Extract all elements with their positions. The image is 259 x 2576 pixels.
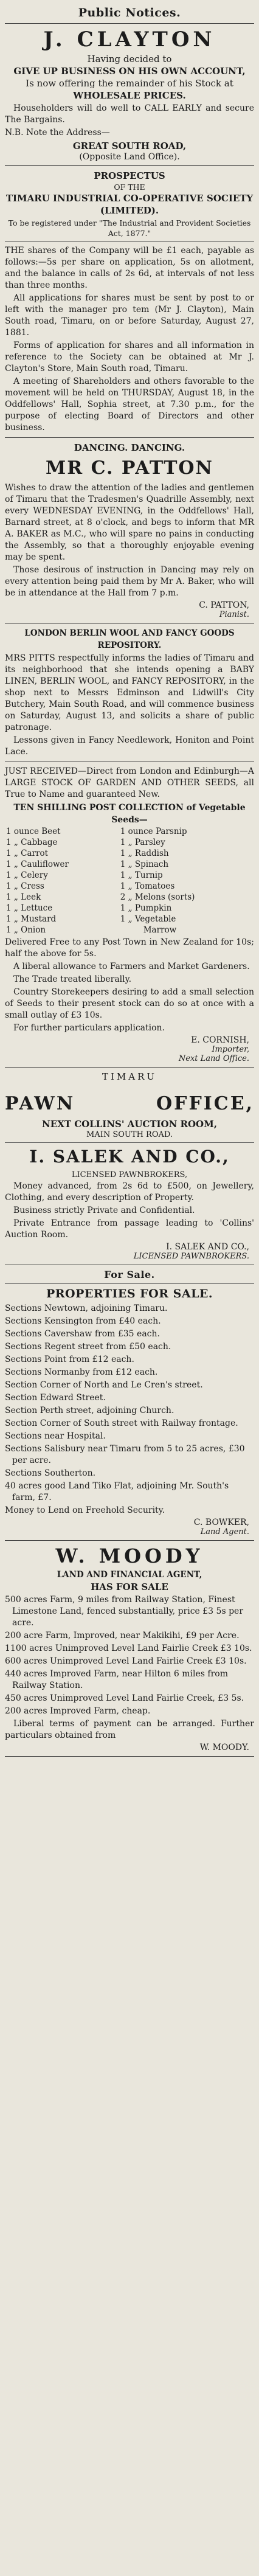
newspaper-column xyxy=(5,0,254,1757)
property-item: Money to Lend on Freehold Security. xyxy=(5,1505,165,1515)
seed-left: 1 „ Onion xyxy=(6,925,46,935)
moody-item: 440 acres Improved Farm, near Hilton 6 miles from Railway Station. xyxy=(5,1669,229,1690)
pawn-p3: Private Entrance from passage leading to 'Collins' Auction Room. xyxy=(5,1218,254,1240)
moody-list xyxy=(5,1594,254,1717)
for-sale-heading: For Sale. xyxy=(104,1269,155,1280)
clayton-address: GREAT SOUTH ROAD, xyxy=(72,141,187,151)
properties-list xyxy=(5,1303,254,1516)
property-item: Sections Normanby from £12 each. xyxy=(5,1367,158,1377)
dancing-p2: Those desirous of instruction in Dancing may rely on every attention being paid them by Mr A. Baker, who will be in attendance at the Hall from 7 p.m. xyxy=(5,565,254,598)
moody-item: 600 acres Unimproved Level Land Fairlie Creek £3 10s. xyxy=(5,1656,247,1666)
property-item: 40 acres good Land Tiko Flat, adjoining Mr. South's farm, £7. xyxy=(5,1481,229,1502)
divider xyxy=(5,1540,254,1541)
dancing-notice xyxy=(5,442,254,619)
pawn-signature-title: LICENSED PAWNBROKERS. xyxy=(133,1252,249,1261)
seed-right: 1 „ Vegetable xyxy=(120,914,176,924)
for-sale-section xyxy=(5,1269,254,1536)
property-item: Sections Regent street from £50 each. xyxy=(5,1342,171,1352)
clayton-body: Householders will do well to CALL EARLY and secure The Bargains. xyxy=(5,103,254,125)
clayton-line-3: Is now offering the remainder of his Stock at xyxy=(26,78,233,89)
divider xyxy=(5,1142,254,1143)
pawn-right: OFFICE, xyxy=(156,1093,254,1114)
seed-row xyxy=(5,859,254,870)
seed-right: 1 „ Turnip xyxy=(120,870,163,880)
seed-left: 1 „ Carrot xyxy=(6,849,49,858)
seeds-notice xyxy=(5,766,254,1063)
prospectus-society-name: TIMARU INDUSTRIAL CO-OPERATIVE SOCIETY (LIMITED). xyxy=(5,193,254,216)
seed-left: 1 ounce Beet xyxy=(6,827,61,836)
prospectus-p3: Forms of application for shares and all information in reference to the Society can be obtained at Mr J. Clayton's Store, Main South road, Timaru. xyxy=(5,341,254,373)
seeds-p4: The Trade treated liberally. xyxy=(13,974,132,984)
moody-item: 200 acre Farm, Improved, near Makikihi, £9 per Acre. xyxy=(5,1631,240,1640)
moody-item: 500 acres Farm, 9 miles from Railway Station, Finest Limestone Land, fenced substantially, price £3 5s per acre. xyxy=(5,1595,244,1628)
clayton-notice xyxy=(5,27,254,162)
pawn-notice xyxy=(5,1071,254,1261)
seeds-signature-address: Next Land Office. xyxy=(178,1054,249,1063)
seed-row xyxy=(5,826,254,837)
berlin-wool-notice xyxy=(5,627,254,758)
moody-item: 1100 acres Unimproved Level Land Fairlie Creek £3 10s. xyxy=(5,1644,252,1653)
seeds-p1: JUST RECEIVED—Direct from London and Edinburgh—A LARGE STOCK OF GARDEN AND OTHER SEEDS, all True to Name and guaranteed New. xyxy=(5,766,254,799)
prospectus-title: PROSPECTUS xyxy=(94,170,165,181)
forsale-signature-title: Land Agent. xyxy=(200,1527,249,1536)
seeds-signature-title: Importer, xyxy=(212,1045,249,1054)
property-item: Section Corner of South street with Railway frontage. xyxy=(5,1418,238,1428)
prospectus-p1: THE shares of the Company will be £1 each, payable as follows:—5s per share on application, 5s on allotment, and the balance in calls of 2s 6d, at intervals of not less than three months. xyxy=(5,246,254,290)
seed-left: 1 „ Cress xyxy=(6,881,44,891)
seed-row xyxy=(5,870,254,881)
moody-item: 200 acres Improved Farm, cheap. xyxy=(5,1706,151,1716)
seed-left: 1 „ Mustard xyxy=(6,914,57,924)
clayton-name: J. CLAYTON xyxy=(43,27,216,52)
pawn-signature: I. SALEK AND CO., xyxy=(166,1242,249,1252)
moody-notice xyxy=(5,1544,254,1752)
pawn-left: PAWN xyxy=(5,1093,75,1114)
prospectus-p4: A meeting of Shareholders and others favorable to the movement will be held on THURSDAY, August 18, in the Oddfellows' Hall, Sophia street, at 7.30 p.m., for the purpose of electing Board of Directors and other business. xyxy=(5,377,254,432)
divider xyxy=(5,23,254,24)
prospectus-act: To be registered under "The Industrial and Provident Societies Act, 1877." xyxy=(8,218,251,238)
prospectus-of-the: OF THE xyxy=(114,182,145,192)
dancing-p1: Wishes to draw the attention of the ladies and gentlemen of Timaru that the Tradesmen's Quadrille Assembly, next every WEDNESDAY EVENING, in the Oddfellows' Hall, Barnard street, at 8 o'clock, and begs to inform that MR A. BAKER as M.C., who will spare no pains in conducting the Assembly, so that a thoroughly enjoyable evening may be spent. xyxy=(5,483,254,562)
clayton-address-2: (Opposite Land Office). xyxy=(79,152,180,162)
moody-p1: Liberal terms of payment can be arranged. Further particulars obtained from xyxy=(5,1719,254,1740)
seed-left: 1 „ Lettuce xyxy=(6,903,53,913)
divider xyxy=(5,1756,254,1757)
seeds-signature: E. CORNISH, xyxy=(191,1035,249,1045)
seed-right: 1 „ Spinach xyxy=(120,859,169,869)
divider xyxy=(5,1067,254,1068)
property-item: Sections Kensington from £40 each. xyxy=(5,1316,161,1326)
seed-left: 1 „ Cauliflower xyxy=(6,859,69,869)
moody-signature: W. MOODY. xyxy=(199,1743,249,1752)
seed-row xyxy=(5,925,254,936)
divider xyxy=(5,165,254,166)
pawn-licensed: LICENSED PAWNBROKERS, xyxy=(71,1170,188,1179)
divider xyxy=(5,1283,254,1284)
dancing-signature: C. PATTON, xyxy=(199,600,249,610)
seed-row xyxy=(5,914,254,925)
seeds-table xyxy=(5,826,254,936)
seed-left: 1 „ Cabbage xyxy=(6,838,58,847)
seed-row xyxy=(5,881,254,892)
dancing-name: MR C. PATTON xyxy=(46,457,213,479)
pawn-address-2: MAIN SOUTH ROAD. xyxy=(86,1130,173,1139)
forsale-signature: C. BOWKER, xyxy=(193,1518,249,1527)
clayton-note: N.B. Note the Address— xyxy=(5,128,110,137)
property-item: Section Corner of North and Le Cren's street. xyxy=(5,1380,203,1390)
property-item: Sections Southerton. xyxy=(5,1468,96,1478)
property-item: Sections Point from £12 each. xyxy=(5,1355,134,1364)
public-notices-heading: Public Notices. xyxy=(78,6,181,19)
pawn-p2: Business strictly Private and Confidential. xyxy=(13,1206,195,1215)
pawn-p1: Money advanced, from 2s 6d to £500, on Jewellery, Clothing, and every description of Property. xyxy=(5,1181,254,1203)
moody-has-for-sale: HAS FOR SALE xyxy=(91,1581,168,1592)
seeds-p5: Country Storekeepers desiring to add a small selection of Seeds to their present stock can do so at once with a small outlay of £3 10s. xyxy=(5,987,254,1020)
property-item: Sections near Hospital. xyxy=(5,1431,106,1441)
property-item: Sections Newtown, adjoining Timaru. xyxy=(5,1304,168,1313)
property-item: Section Edward Street. xyxy=(5,1393,106,1403)
pawn-top: TIMARU xyxy=(102,1071,157,1082)
seed-right: 1 „ Tomatoes xyxy=(120,881,175,891)
seeds-heading: TEN SHILLING POST COLLECTION of Vegetable Seeds— xyxy=(13,803,246,825)
seed-left: 1 „ Celery xyxy=(6,870,48,880)
seed-right: 2 „ Melons (sorts) xyxy=(120,892,195,902)
divider xyxy=(5,241,254,242)
seeds-p3: A liberal allowance to Farmers and Market Gardeners. xyxy=(13,962,250,971)
berlin-heading: LONDON BERLIN WOOL AND FANCY GOODS REPOSITORY. xyxy=(24,628,235,650)
seed-right: 1 ounce Parsnip xyxy=(120,827,187,836)
prospectus-notice xyxy=(5,170,254,434)
seeds-p6: For further particulars application. xyxy=(13,1023,165,1033)
dancing-heading: DANCING. DANCING. xyxy=(74,442,185,453)
moody-name: W. MOODY xyxy=(55,1544,204,1567)
moody-title: LAND AND FINANCIAL AGENT, xyxy=(57,1570,202,1580)
prospectus-p2: All applications for shares must be sent by post to or left with the manager pro tem (Mr J. Clayton), Main South road, Timaru, on or before Saturday, August 27, 1881. xyxy=(5,293,254,338)
dancing-signature-title: Pianist. xyxy=(219,610,249,619)
seed-right: 1 „ Parsley xyxy=(120,838,165,847)
pawn-address: NEXT COLLINS' AUCTION ROOM, xyxy=(42,1119,217,1130)
seed-right: 1 „ Raddish xyxy=(120,849,169,858)
seed-row xyxy=(5,892,254,903)
berlin-p1: MRS PITTS respectfully informs the ladies of Timaru and its neighborhood that she intends opening a BABY LINEN, BERLIN WOOL, and FANCY REPOSITORY, in the shop next to Messrs Edminson and Lidwill's City Butchery, Main South Road, and will commence business on Saturday, August 13, and solicits a share of public patronage. xyxy=(5,653,254,732)
divider xyxy=(5,437,254,438)
property-item: Sections Salisbury near Timaru from 5 to 25 acres, £30 per acre. xyxy=(5,1444,245,1465)
pawn-banner xyxy=(5,1093,254,1114)
clayton-line-4: WHOLESALE PRICES. xyxy=(73,90,186,101)
clayton-line-1: Having decided to xyxy=(87,54,172,64)
pawn-firm: I. SALEK AND CO., xyxy=(29,1147,230,1167)
property-item: Section Perth street, adjoining Church. xyxy=(5,1406,174,1415)
moody-item: 450 acres Unimproved Level Land Fairlie Creek, £3 5s. xyxy=(5,1693,244,1703)
seed-left: 1 „ Leek xyxy=(6,892,41,902)
seeds-p2: Delivered Free to any Post Town in New Zealand for 10s; half the above for 5s. xyxy=(5,937,254,959)
properties-title: PROPERTIES FOR SALE. xyxy=(46,1287,213,1300)
seed-row xyxy=(5,848,254,859)
property-item: Sections Cavershaw from £35 each. xyxy=(5,1329,160,1339)
clayton-line-2: GIVE UP BUSINESS ON HIS OWN ACCOUNT, xyxy=(13,66,246,77)
seed-row xyxy=(5,903,254,914)
berlin-p2: Lessons given in Fancy Needlework, Honiton and Point Lace. xyxy=(5,735,254,757)
seed-right: 1 „ Pumpkin xyxy=(120,903,172,913)
seed-right: Marrow xyxy=(143,925,177,935)
seed-row xyxy=(5,837,254,848)
